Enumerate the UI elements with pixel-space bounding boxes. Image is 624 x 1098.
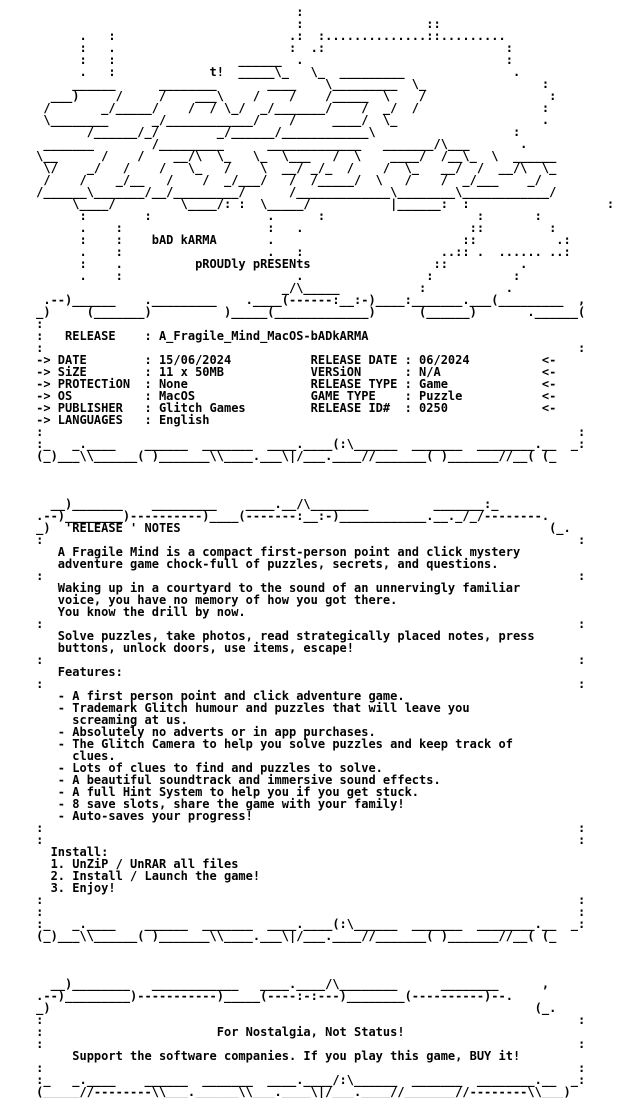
nfo-line: - The Glitch Camera to help you solve puzzles and keep track of xyxy=(0,737,513,751)
nfo-line: : . : .: : xyxy=(0,41,513,55)
nfo-line: : : ______ . : xyxy=(0,53,513,67)
nfo-line: (_)___\\______( )_______\\____.___\|/___.____//_______( )_______//__( (_ xyxy=(0,449,557,463)
nfo-line: - A first person point and click adventure game. xyxy=(0,689,405,703)
nfo-line: clues. xyxy=(0,749,116,763)
nfo-line: _) 'RELEASE ' NOTES (_. xyxy=(0,521,571,535)
nfo-line: Features: xyxy=(0,665,123,679)
nfo-line: / _/_____/ / / \_/ _/_______/ / _/ / : xyxy=(0,101,550,115)
nfo-line: :_ _.____ ______ _______ ____.____(:\______ _______ ________.__ _: xyxy=(0,917,586,931)
nfo-line: - A full Hint System to help you if you get stuck. xyxy=(0,785,420,799)
nfo-line: :_ _.____ ______ _______ ____.____(:\______ _______ ________.__ _: xyxy=(0,437,586,451)
nfo-line: . : .: :..............::......... xyxy=(0,29,506,43)
nfo-text xyxy=(0,6,624,1098)
nfo-line: .--)______ ._________ .____(------:__:-)____:_______.___(_________ , xyxy=(0,293,586,307)
nfo-line: Waking up in a courtyard to the sound of an unnervingly familiar xyxy=(0,581,521,595)
nfo-line: : : xyxy=(0,833,586,847)
nfo-line: -> DATE : 15/06/2024 RELEASE DATE : 06/2024 <- xyxy=(0,353,557,367)
nfo-line: : : xyxy=(0,533,586,547)
nfo-line: Solve puzzles, take photos, read strategically placed notes, press xyxy=(0,629,535,643)
nfo-line: : : xyxy=(0,569,586,583)
nfo-line: _/\_____ : . xyxy=(0,281,513,295)
nfo-line: - Auto-saves your progress! xyxy=(0,809,253,823)
nfo-line: : . pROUDly pRESENts :: . xyxy=(0,257,528,271)
nfo-line: .--)________)----------)____(-------:__:-)____________.__._/_/--------. xyxy=(0,509,550,523)
nfo-line: adventure game chock-full of puzzles, secrets, and questions. xyxy=(0,557,499,571)
nfo-line: :_ _.____ ______ _______ ____.____/:\______ _______ ________.__ _: xyxy=(0,1073,586,1087)
nfo-line: _) (_______) )_____(_____________) (______) .______( xyxy=(0,305,586,319)
nfo-line: : :: xyxy=(0,17,441,31)
nfo-line: : : xyxy=(0,905,586,919)
nfo-line: _______ /_________ _____________ _______/\___ . xyxy=(0,137,528,151)
nfo-line: Install: xyxy=(0,845,109,859)
nfo-line: : : xyxy=(0,425,586,439)
nfo-line: -> OS : MacOS GAME TYPE : Puzzle <- xyxy=(0,389,557,403)
nfo-line: \/ _/ / / \_ / \ __/ _/_ / / \_ __/ / __/\ \_ xyxy=(0,161,557,175)
nfo-line: - A beautiful soundtrack and immersive sound effects. xyxy=(0,773,441,787)
nfo-line: /______/_/ _/______/____________\ : xyxy=(0,125,521,139)
nfo-line: : xyxy=(0,6,304,19)
nfo-line: : RELEASE : A_Fragile_Mind_MacOS-bADkARMA xyxy=(0,329,369,343)
nfo-line: : : xyxy=(0,1013,586,1027)
nfo-line: \__ / / __/\ \_ \_ \___ / \ ____/ /__\_ \ ______ xyxy=(0,149,557,163)
nfo-line: : : xyxy=(0,893,586,907)
nfo-line: screaming at us. xyxy=(0,713,188,727)
nfo-line: / / _/__ / / _/___/ / /_____/ \ / / _/___ _/ xyxy=(0,173,542,187)
nfo-line: __)_______ _________ ____.__/\________ _______:_ xyxy=(0,497,499,511)
nfo-line: /______\_______/__/_________/ /_____________\________\____________/ xyxy=(0,185,557,199)
nfo-line: (_____//--------\\___.______\\___.____\|/___.____//_______//--------\\___) xyxy=(0,1085,571,1098)
nfo-line: \________ _/____________/ / ____/ \_ . xyxy=(0,113,550,127)
nfo-line: Support the software companies. If you play this game, BUY it! xyxy=(0,1049,521,1063)
nfo-line: \____/ \____/: : \_____/ |______: : : xyxy=(0,197,615,211)
nfo-line: _) (_. xyxy=(0,1001,557,1015)
nfo-line: : For Nostalgia, Not Status! xyxy=(0,1025,405,1039)
nfo-line: - Lots of clues to find and puzzles to solve. xyxy=(0,761,383,775)
nfo-line: : : xyxy=(0,677,586,691)
nfo-line: : : xyxy=(0,1061,586,1075)
nfo-line: A Fragile Mind is a compact first-person point and click mystery xyxy=(0,545,521,559)
nfo-line: 1. UnZiP / UnRAR all files xyxy=(0,857,239,871)
nfo-line: voice, you have no memory of how you got there. xyxy=(0,593,398,607)
nfo-line: : : . : : : xyxy=(0,209,542,223)
nfo-line: : : xyxy=(0,821,586,835)
nfo-line: : : xyxy=(0,1037,586,1051)
nfo-line: . : . : ..:: . ...... ..: xyxy=(0,245,571,259)
nfo-line: . : . : : xyxy=(0,269,521,283)
nfo-line: buttons, unlock doors, use items, escape! xyxy=(0,641,355,655)
nfo-line: -> PUBLISHER : Glitch Games RELEASE ID# : 0250 <- xyxy=(0,401,557,415)
nfo-line: . : : . :: : xyxy=(0,221,557,235)
nfo-line: (_)___\\______( )_______\\____.___\|/___.____//_______( )_______//__( (_ xyxy=(0,929,557,943)
nfo-line: : xyxy=(0,317,44,331)
nfo-line: ______ ________ ____ \_________ \_ : xyxy=(0,77,550,91)
nfo-line: -> LANGUAGES : English xyxy=(0,413,210,427)
nfo-line: .--)_________)-----------)_____(----:-:---)________(----------)--. xyxy=(0,989,513,1003)
nfo-line: . : t! _____\_ \_ _________ . xyxy=(0,65,521,79)
nfo-line: -> SiZE : 11 x 50MB VERSiON : N/A <- xyxy=(0,365,557,379)
nfo-line: __)________ ____________ ____.____/\________ ________ , xyxy=(0,977,550,991)
nfo-line: : : xyxy=(0,617,586,631)
nfo-line: -> PROTECTiON : None RELEASE TYPE : Game <- xyxy=(0,377,557,391)
nfo-line: : : bAD kARMA . :: .: xyxy=(0,233,571,247)
nfo-line: - Trademark Glitch humour and puzzles that will leave you xyxy=(0,701,470,715)
nfo-line: : : xyxy=(0,653,586,667)
nfo-line: : : xyxy=(0,341,586,355)
nfo-line: 2. Install / Launch the game! xyxy=(0,869,261,883)
nfo-line: - 8 save slots, share the game with your family! xyxy=(0,797,405,811)
nfo-line: - Absolutely no adverts or in app purchases. xyxy=(0,725,376,739)
nfo-line: You know the drill by now. xyxy=(0,605,246,619)
nfo-line: ___) / / ___\ / / /_____ \ / : xyxy=(0,89,557,103)
nfo-line: 3. Enjoy! xyxy=(0,881,116,895)
